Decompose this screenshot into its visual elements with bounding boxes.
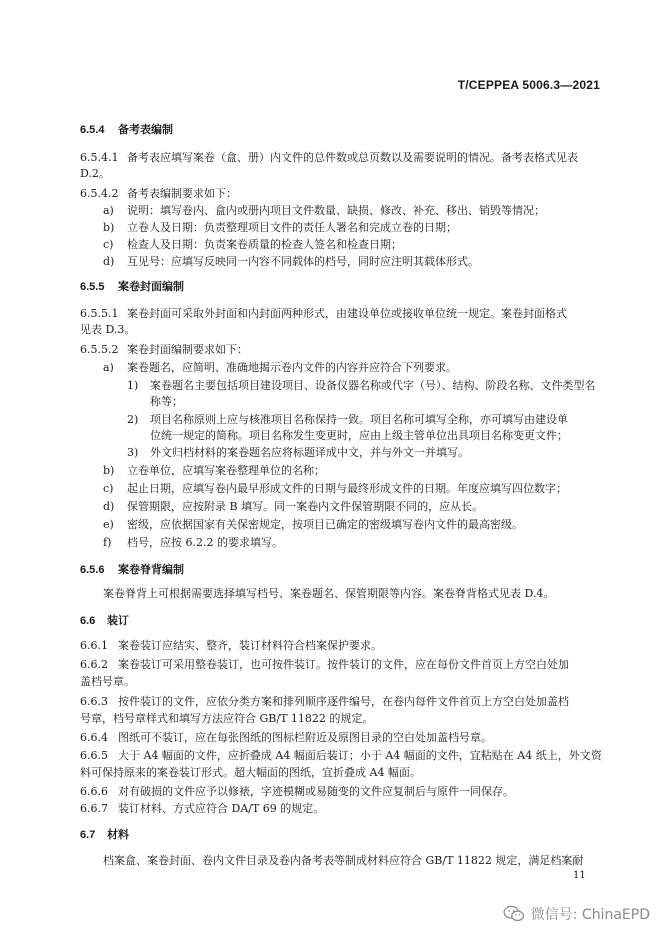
section-title: 备考表编制: [118, 124, 173, 136]
list-label: d): [103, 255, 115, 268]
list-label: a): [103, 361, 114, 374]
list-label: b): [103, 464, 115, 477]
clause-number: 6.6.6: [80, 785, 108, 798]
list-text: 说明：填写卷内、盒内或册内项目文件数量、缺损、修改、补充、移出、销毁等情况；: [127, 204, 545, 217]
clause-text: 装订材料、方式应符合 DA/T 69 的规定。: [118, 802, 325, 815]
standard-code: T/CEPPEA 5006.3—2021: [457, 78, 600, 92]
clause-text: 图纸可不装订，应在每张图纸的图标栏附近及原图目录的空白处加盖档号章。: [118, 731, 492, 744]
clause-text: 案卷装订应结实、整齐，装订材料符合档案保护要求。: [118, 639, 382, 652]
clause-text: 按件装订的文件，应依分类方案和排列顺序逐件编号，在卷内每件文件首页上方空白处加盖档: [118, 695, 569, 708]
clause-number: 6.6.2: [80, 658, 108, 671]
clause-text: 备考表编制要求如下：: [127, 187, 237, 200]
clause-number: 6.5.5.1: [80, 307, 119, 320]
clause-text: 备考表应填写案卷（盒、册）内文件的总件数或总页数以及需要说明的情况。备考表格式见表: [127, 151, 578, 164]
sub-list-text: 案卷题名主要包括项目建设项目、设备仪器名称或代字（号）、结构、阶段名称、文件类型名: [150, 379, 596, 392]
clause-number: 6.5.5.2: [80, 343, 119, 356]
clause-text: 大于 A4 幅面的文件，应折叠成 A4 幅面后装订；小于 A4 幅面的文件，宜粘贴在 A4 纸上，外文资: [118, 749, 602, 762]
wechat-icon: [503, 905, 525, 923]
list-text: 密级，应依据国家有关保密规定，按项目已确定的密级填写卷内文件的最高密级。: [127, 518, 523, 531]
watermark-text: 微信号: ChinaEPD: [530, 907, 650, 923]
watermark: [503, 904, 650, 924]
clause-text: 盖档号章。: [80, 675, 135, 688]
clause-text: 案卷封面可采取外封面和内封面两种形式，由建设单位或接收单位统一规定。案卷封面格式: [127, 307, 567, 320]
list-label: e): [103, 518, 114, 531]
paragraph-text: 档案盒、案卷封面、卷内文件目录及卷内备考表等制成材料应符合 GB/T 11822 规定，满足档案耐: [103, 854, 584, 867]
section-title: 装订: [107, 615, 129, 627]
list-text: 保管期限，应按附录 B 填写。同一案卷内文件保管期限不同的，应从长。: [127, 500, 484, 513]
clause-text: 案卷封面编制要求如下：: [127, 343, 248, 356]
list-label: d): [103, 500, 115, 513]
list-text: 立卷单位，应填写案卷整理单位的名称；: [127, 464, 325, 477]
sub-list-label: 1): [127, 379, 139, 392]
page-number: 11: [573, 870, 586, 881]
sub-list-label: 3): [127, 446, 139, 459]
section-number: 6.5.5: [80, 281, 105, 293]
list-text: 检查人及日期：负责案卷质量的检查人签名和检查日期；: [127, 238, 402, 251]
list-label: b): [103, 221, 115, 234]
sub-list-text: 项目名称原则上应与核准项目名称保持一致。项目名称可填写全称，亦可填写由建设单: [150, 413, 568, 426]
clause-text: 号章，档号章样式和填写方法应符合 GB/T 11822 的规定。: [80, 712, 374, 725]
list-text: 案卷题名，应简明、准确地揭示卷内文件的内容并应符合下列要求。: [127, 361, 457, 374]
list-label: a): [103, 204, 114, 217]
sub-list-text: 称等；: [150, 395, 183, 408]
sub-list-text: 位统一规定的简称。项目名称发生变更时，应由上级主管单位出具项目名称变更文件；: [150, 429, 568, 442]
section-title: 案卷脊背编制: [118, 564, 184, 576]
list-text: 档号，应按 6.2.2 的要求填写。: [127, 536, 283, 549]
clause-number: 6.6.7: [80, 802, 108, 815]
sub-list-label: 2): [127, 413, 139, 426]
list-label: c): [103, 482, 114, 495]
section-title: 材料: [107, 829, 129, 841]
list-text: 起止日期，应填写卷内最早形成文件的日期与最终形成文件的日期。年度应填写四位数字；: [127, 482, 567, 495]
clause-text: D.2。: [80, 167, 110, 180]
clause-number: 6.6.4: [80, 731, 108, 744]
section-number: 6.5.6: [80, 564, 105, 576]
clause-text: 案卷装订可采用整卷装订，也可按件装订。按件装订的文件，应在每份文件首页上方空白处加: [118, 658, 569, 671]
clause-text: 见表 D.3。: [80, 323, 136, 336]
list-label: c): [103, 238, 114, 251]
section-number: 6.6: [80, 615, 96, 627]
section-number: 6.7: [80, 829, 96, 841]
list-label: f): [103, 536, 112, 549]
clause-number: 6.6.5: [80, 749, 108, 762]
clause-number: 6.6.3: [80, 695, 108, 708]
section-title: 案卷封面编制: [118, 281, 184, 293]
clause-number: 6.5.4.2: [80, 187, 119, 200]
paragraph-text: 案卷脊背上可根据需要选择填写档号、案卷题名、保管期限等内容。案卷脊背格式见表 D.4。: [103, 587, 555, 600]
list-text: 立卷人及日期：负责整理项目文件的责任人署名和完成立卷的日期；: [127, 221, 457, 234]
section-number: 6.5.4: [80, 124, 105, 136]
list-text: 互见号：应填写反映同一内容不同载体的档号，同时应注明其载体形式。: [127, 255, 479, 268]
clause-text: 料可保持原来的案卷装订形式。超大幅面的图纸，宜折叠成 A4 幅面。: [80, 766, 421, 779]
clause-number: 6.5.4.1: [80, 151, 119, 164]
sub-list-text: 外文归档材料的案卷题名应将标题译成中文，并与外文一并填写。: [150, 446, 469, 459]
clause-text: 对有破损的文件应予以修裱，字迹模糊或易随变的文件应复制后与原件一同保存。: [118, 785, 514, 798]
clause-number: 6.6.1: [80, 639, 108, 652]
